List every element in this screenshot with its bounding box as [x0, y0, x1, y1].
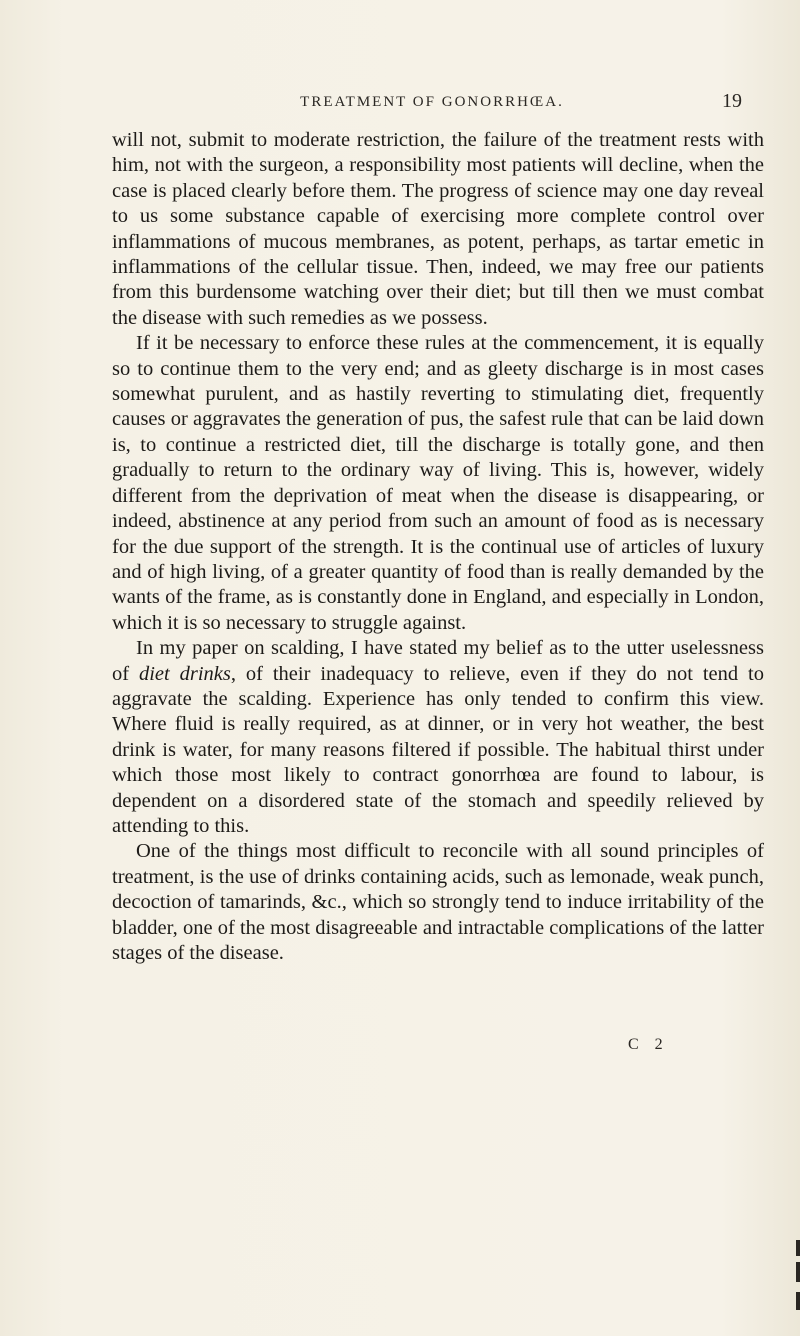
paragraph-text: If it be necessary to enforce these rules at the commencement, it is equally so to continue them to the very end; and as gleety discharge is in most cases somewhat purulent, and as hastily reverting to stimulating diet, frequently causes or aggravates the generation of pus, the safest rule that can be laid down is, to continue a restricted diet, till the discharge is totally gone, and then gradually to return to the ordinary way of living. This is, however, widely different from the deprivation of meat when the disease is disappearing, or indeed, abstinence at any period from such an amount of food as is necessary for the due support of the strength. It is the continual use of articles of luxury and of high living, of a greater quantity of food than is really demanded by the wants of the frame, as is constantly done in England, and especially in London, which it is so necessary to struggle against.	[112, 332, 764, 634]
paragraph-text: In my paper on scalding, I have stated my belief as to the utter uselessness of	[112, 637, 764, 685]
body-text	[112, 128, 764, 966]
page-number: 19	[722, 90, 742, 112]
page-edge-mark	[796, 1240, 800, 1256]
signature-mark: C 2	[628, 1036, 669, 1053]
running-head: TREATMENT OF GONORRHŒA.	[300, 94, 564, 110]
paragraph-text: will not, submit to moderate restriction, the failure of the treatment rests with him, not with the surgeon, a responsibility most patients will decline, when the case is placed clearly before them. The progress of science may one day reveal to us some substance capable of exercising more complete control over inflammations of mucous membranes, as potent, perhaps, as tartar emetic in inflammations of the cellular tissue. Then, indeed, we may free our patients from this burdensome watching over their diet; but till then we must combat the disease with such remedies as we possess.	[112, 129, 764, 329]
paragraph-text: One of the things most difficult to reconcile with all sound principles of treatment, is the use of drinks containing acids, such as lemonade, weak punch, decoction of tamarinds, &c., which so strongly tend to induce irritability of the bladder, one of the most disagreeable and intractable complications of the latter stages of the disease.	[112, 840, 764, 964]
paragraph-text: , of their inadequacy to relieve, even if they do not tend to aggravate the scalding. Experience has only tended to confirm this view. Where fluid is really required, as at dinner, or in very hot weather, the best drink is water, for many reasons filtered if possible. The habitual thirst under which those most likely to contract gonorrhœa are found to labour, is dependent on a disordered state of the stomach and speedily relieved by attending to this.	[112, 662, 764, 837]
page-edge-mark	[796, 1262, 800, 1282]
italic-text: diet drinks	[138, 662, 231, 685]
paragraph-1	[112, 128, 764, 331]
page-header	[112, 92, 752, 120]
paragraph-4	[112, 839, 764, 966]
paragraph-2	[112, 331, 764, 636]
page-edge-mark	[796, 1292, 800, 1310]
paragraph-3	[112, 636, 764, 839]
